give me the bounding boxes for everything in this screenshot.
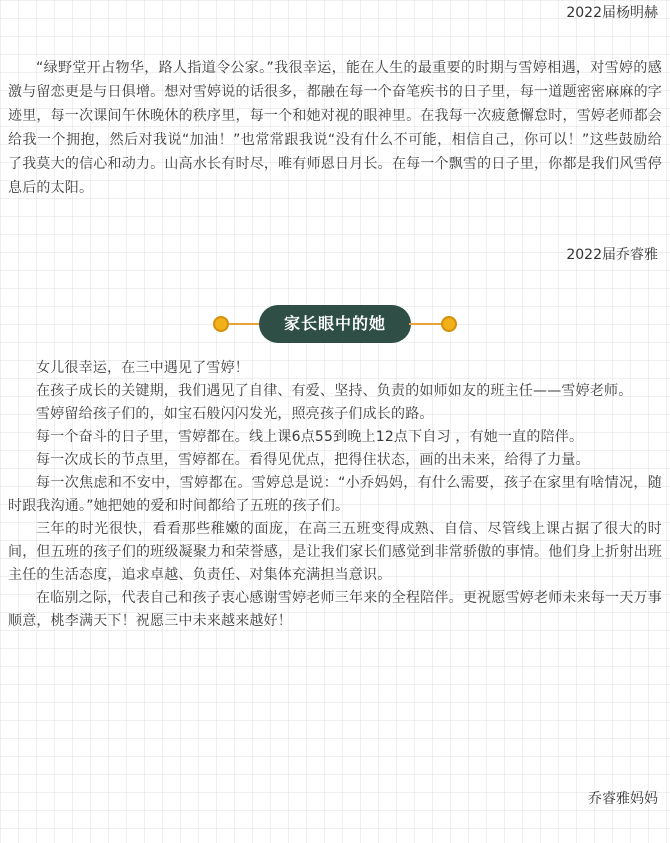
section-title: 家长眼中的她 <box>259 305 411 343</box>
parent-paragraph-3: 雪婷留给孩子们的，如宝石般闪闪发光，照亮孩子们成长的路。 <box>36 406 434 422</box>
left-dot-icon <box>213 316 229 332</box>
parent-paragraph-8: 在临别之际，代表自己和孩子衷心感谢雪婷老师三年来的全程陪伴。更祝愿雪婷老师未来每一天万事顺意，桃李满天下！祝愿三中未来越来越好！ <box>8 590 662 629</box>
parent-paragraph-4: 每一个奋斗的日子里，雪婷都在。线上课6点55到晚上12点下自习 ，有她一直的陪伴。 <box>36 429 584 445</box>
parent-paragraph-2: 在孩子成长的关键期，我们遇见了自律、有爱、坚持、负责的如师如友的班主任——雪婷老师。 <box>36 383 633 399</box>
parent-paragraph-1: 女儿很幸运，在三中遇见了雪婷！ <box>36 360 249 376</box>
parent-message <box>8 357 662 633</box>
student-message <box>8 56 662 200</box>
section-header <box>0 305 670 343</box>
student-paragraph: “绿野堂开占物华，路人指道令公家。”我很幸运，能在人生的最重要的时期与雪婷相遇，对雪婷的感激与留恋更是与日俱增。想对雪婷说的话很多，都融在每一个奋笔疾书的日子里，每一道题密密麻麻的字迹里，每一次课间午休晚休的秩序里，每一个和她对视的眼神里。在我每一次疲惫懈怠时，雪婷老师都会给我一个拥抱，然后对我说“加油！”也常常跟我说“没有什么不可能，相信自己，你可以！”这些鼓励给了我莫大的信心和动力。山高水长有时尽，唯有师恩日月长。在每一个飘雪的日子里，你都是我们风雪停息后的太阳。 <box>8 60 662 196</box>
signature-middle: 2022届乔睿雅 <box>566 247 658 263</box>
parent-paragraph-5: 每一次成长的节点里，雪婷都在。看得见优点，把得住状态，画的出未来，给得了力量。 <box>36 452 590 468</box>
right-dot-icon <box>441 316 457 332</box>
signature-bottom: 乔睿雅妈妈 <box>588 791 658 807</box>
parent-paragraph-6: 每一次焦虑和不安中，雪婷都在。雪婷总是说：“小乔妈妈，有什么需要，孩子在家里有啥情况，随时跟我沟通。”她把她的爱和时间都给了五班的孩子们。 <box>8 475 662 514</box>
parent-paragraph-7: 三年的时光很快，看看那些稚嫩的面庞，在高三五班变得成熟、自信、尽管线上课占据了很大的时间，但五班的孩子们的班级凝聚力和荣誉感，是让我们家长们感觉到非常骄傲的事情。他们身上折射出班主任的生活态度，追求卓越、负责任、对集体充满担当意识。 <box>8 521 662 583</box>
signature-top: 2022届杨明赫 <box>566 5 658 21</box>
